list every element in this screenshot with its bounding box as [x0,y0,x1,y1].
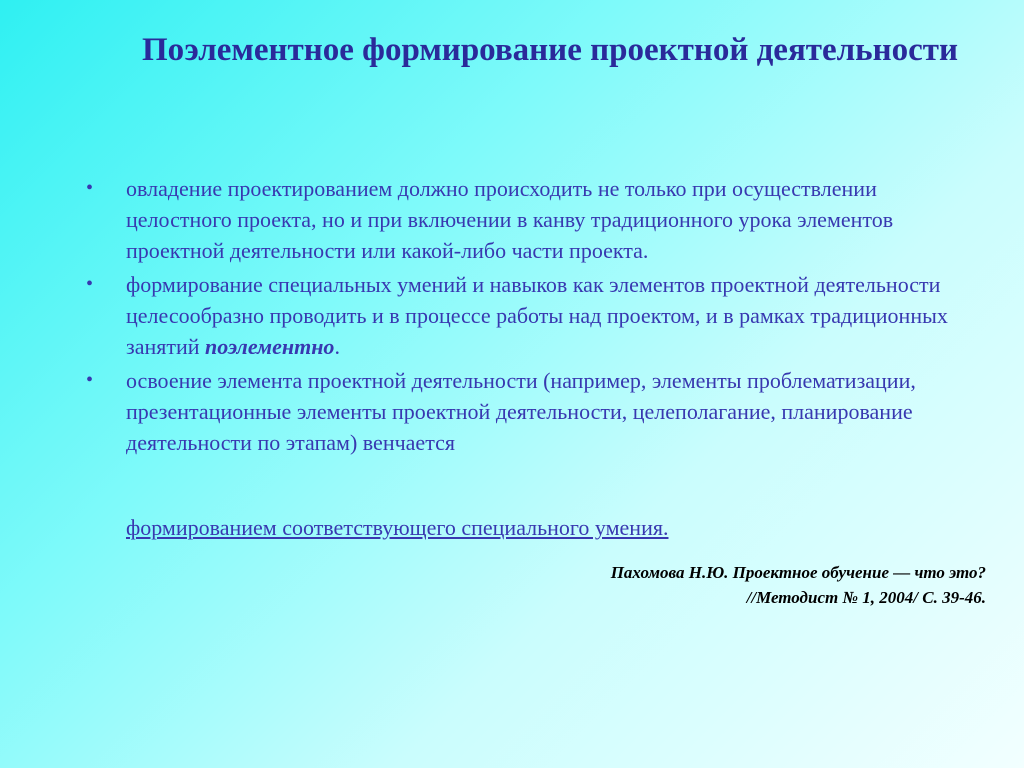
bullet-item-3 [86,365,966,458]
bullet-item-2 [86,269,966,362]
slide-title: Поэлементное формирование проектной деятельности [141,32,959,68]
bullet-text-2-after: . [334,334,340,359]
bullet-text-1: овладение проектированием должно происходить не только при осуществлении целостного проекта, но и при включении в канву традиционного урока элементов проектной деятельности или какой-либо части проекта. [126,176,894,263]
bullet-marker: • [86,369,94,391]
underlined-continuation: формированием соответствующего специального умения. [126,515,669,540]
citation [611,560,986,610]
citation-line-2: //Методист № 1, 2004/ С. 39-46. [746,588,986,607]
bullet-text-2-emphasis: поэлементно [205,334,335,359]
citation-line-1: Пахомова Н.Ю. Проектное обучение — что это? [610,563,986,582]
bullet-list [86,173,966,461]
bullet-text-2-before: формирование специальных умений и навыков как элементов проектной деятельности целесообразно проводить и в процессе работы над проектом, и в рамках традиционных занятий [126,272,948,359]
bullet-text-3: освоение элемента проектной деятельности (например, элементы проблематизации, презентационные элементы проектной деятельности, целеполагание, планирование деятельности по этапам) венчается [126,368,916,455]
bullet-marker: • [86,273,94,295]
bullet-marker: • [86,177,94,199]
bullet-item-1 [86,173,966,266]
